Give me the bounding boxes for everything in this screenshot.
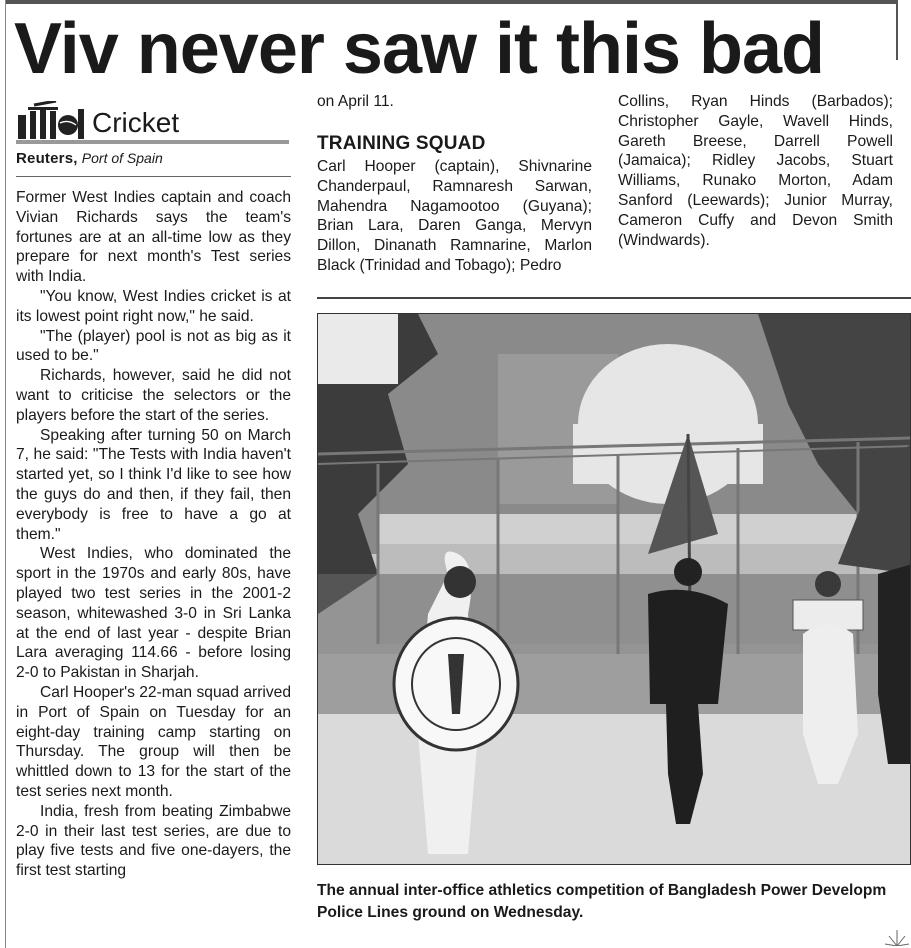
paragraph: Carl Hooper (captain), Shivnarine Chanderpaul, Ramnaresh Sarwan, Mahendra Nagamootoo (Guyana); Brian Lara, Daren Ganga, Mervyn Dillon, Dinanath Ramnarine, Marlon Black (Trinidad and Tobago); Pedro	[317, 158, 592, 274]
squad-heading: TRAINING SQUAD	[317, 133, 486, 154]
caption-line-1: The annual inter-office athletics competition of Bangladesh Power Developm	[317, 882, 887, 899]
section-underline	[16, 140, 289, 144]
headline: Viv never saw it this bad	[14, 9, 824, 89]
photo-caption	[317, 880, 911, 924]
article-column-1	[16, 188, 291, 881]
paragraph: Richards, however, said he did not want to criticise the selectors or the players before the start of the series.	[16, 367, 291, 424]
byline-rule	[16, 176, 291, 177]
byline	[16, 150, 163, 167]
athletics-parade-photo	[318, 314, 911, 865]
paragraph: Collins, Ryan Hinds (Barbados); Christopher Gayle, Wavell Hinds, Gareth Breese, Darrell Powell (Jamaica); Ridley Jacobs, Stuart Williams, Runako Morton, Adam Sanford (Leewards); Junior Murray, Cameron Cuffy and Devon Smith (Windwards).	[618, 93, 893, 249]
news-photo	[317, 313, 911, 865]
squad-list-column-3	[618, 92, 893, 250]
paragraph: West Indies, who dominated the sport in the 1970s and early 80s, have played two test series in the 2001-2 season, whitewashed 3-0 in Sri Lanka at the end of last year - despite Brian Lara averaging 114.66 - before losing 2-0 to Pakistan in Sharjah.	[16, 545, 291, 682]
caption-line-2: Police Lines ground on Wednesday.	[317, 904, 584, 921]
corner-ornament-icon	[885, 928, 909, 946]
paragraph: Speaking after turning 50 on March 7, he said: "The Tests with India haven't started yet, so I think I'd like to see how the guys do and then, if they fail, then everybody is free to have a go at them."	[16, 426, 291, 543]
byline-source: Reuters,	[16, 150, 78, 167]
paragraph: India, fresh from beating Zimbabwe 2-0 in their last test series, are due to play five tests and five one-dayers, the first test starting	[16, 802, 291, 880]
left-rule	[5, 0, 6, 948]
right-rule	[896, 0, 898, 60]
paragraph: "The (player) pool is not as big as it used to be."	[16, 327, 291, 365]
squad-list-column-2	[317, 157, 592, 276]
cricket-stumps-icon	[16, 101, 88, 141]
paragraph: "You know, West Indies cricket is at its lowest point right now," he said.	[16, 287, 291, 325]
section-label: Cricket	[92, 107, 180, 138]
top-rule	[5, 0, 897, 4]
byline-location: Port of Spain	[81, 150, 163, 166]
paragraph: Former West Indies captain and coach Vivian Richards says the team's fortunes are at an all-time low as they prepare for next month's Test series with India.	[16, 189, 291, 286]
paragraph: Carl Hooper's 22-man squad arrived in Port of Spain on Tuesday for an eight-day training camp starting on Thursday. The group will then be whittled down to 13 for the start of the test series next month.	[16, 683, 291, 800]
section-kicker	[16, 101, 291, 141]
article-continuation	[317, 92, 592, 112]
photo-rule	[317, 297, 911, 299]
paragraph: on April 11.	[317, 93, 394, 110]
